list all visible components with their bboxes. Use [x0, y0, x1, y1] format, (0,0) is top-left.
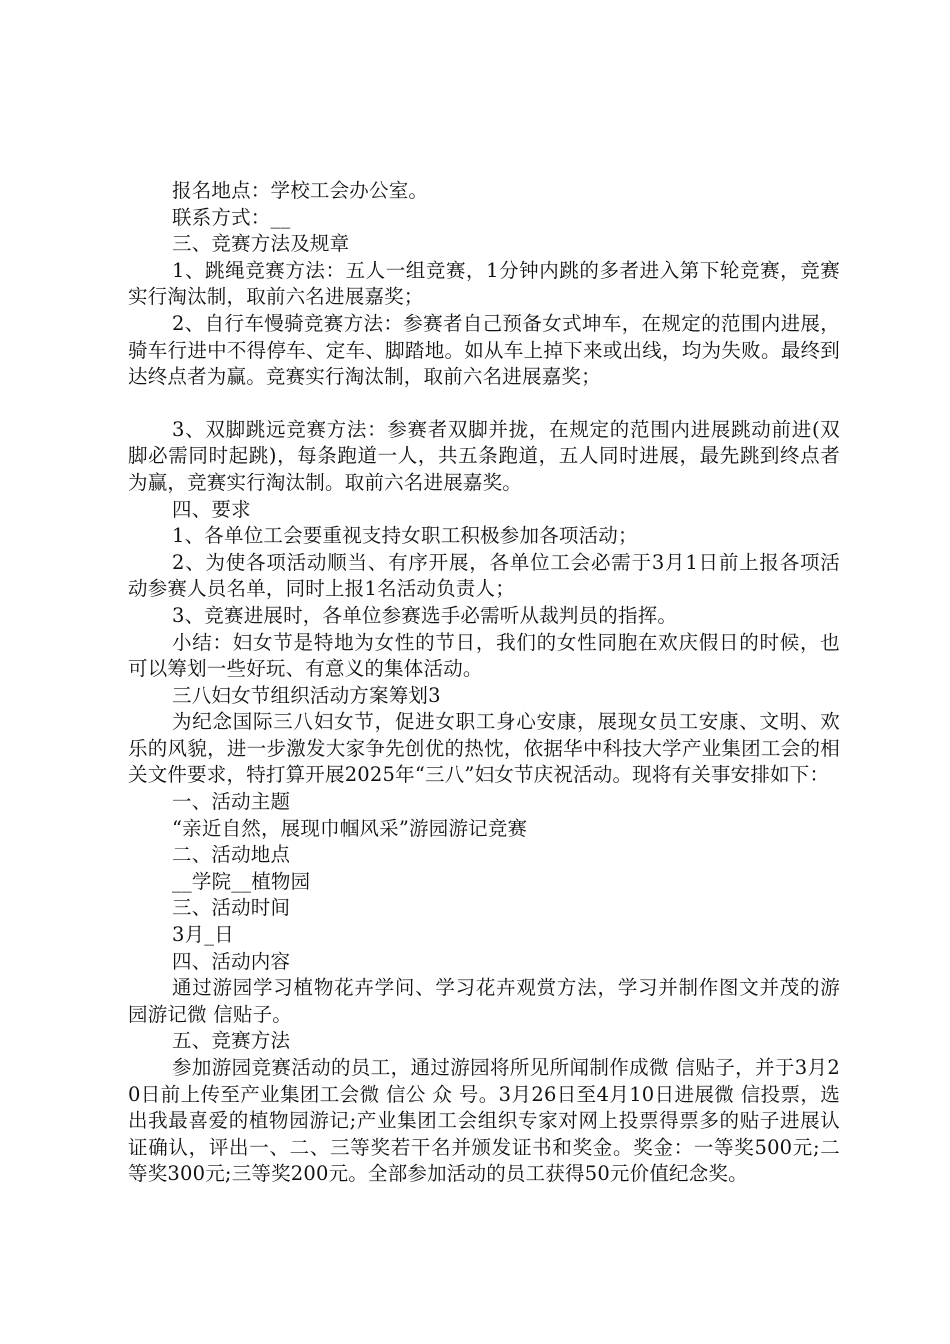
section-heading: 四、活动内容: [172, 949, 291, 973]
section-heading: 一、活动主题: [172, 790, 291, 814]
paragraph: __学院__植物园: [172, 869, 311, 893]
blank-line: [128, 391, 840, 417]
section-heading: 三、活动时间: [172, 896, 291, 920]
paragraph: “亲近自然，展现巾帼风采”游园游记竞赛: [172, 816, 528, 840]
section-heading: 四、要求: [172, 497, 251, 521]
document-body: [128, 178, 840, 1188]
section-heading: 三、竞赛方法及规章: [172, 232, 350, 256]
paragraph: 3、双脚跳远竞赛方法：参赛者双脚并拢，在规定的范围内进展跳动前进(双脚必需同时起跳)，每条跑道一人，共五条跑道，五人同时进展，最先跳到终点者为赢，竞赛实行淘汰制。取前六名进展嘉奖。: [128, 417, 840, 494]
paragraph: 3、竞赛进展时，各单位参赛选手必需听从裁判员的指挥。: [172, 603, 678, 627]
document-title: 三八妇女节组织活动方案筹划3: [172, 683, 441, 707]
section-heading: 五、竞赛方法: [172, 1029, 291, 1053]
paragraph: 1、各单位工会要重视支持女职工积极参加各项活动；: [172, 524, 638, 548]
paragraph: 3月_日: [172, 923, 234, 947]
paragraph: 通过游园学习植物花卉学问、学习花卉观赏方法，学习并制作图文并茂的游园游记微 信贴子。: [128, 976, 840, 1026]
section-heading: 二、活动地点: [172, 843, 291, 867]
paragraph: 参加游园竞赛活动的员工，通过游园将所见所闻制作成微 信贴子，并于3月20日前上传至产业集团工会微 信公 众 号。3月26日至4月10日进展微 信投票，选出我最喜爱的植物园游记;产业集团工会组织专家对网上投票得票多的贴子进展认证确认，评出一、二、三等奖若干名并颁发证书和奖金。奖金：一等奖500元;二等奖300元;三等奖200元。全部参加活动的员工获得50元价值纪念奖。: [128, 1056, 840, 1186]
paragraph: 为纪念国际三八妇女节，促进女职工身心安康，展现女员工安康、文明、欢乐的风貌，进一步激发大家争先创优的热忱，依据华中科技大学产业集团工会的相关文件要求，特打算开展2025年“三八”妇女节庆祝活动。现将有关事安排如下：: [128, 710, 840, 787]
paragraph: 2、自行车慢骑竞赛方法：参赛者自己预备女式坤车，在规定的范围内进展，骑车行进中不得停车、定车、脚踏地。如从车上掉下来或出线，均为失败。最终到达终点者为赢。竞赛实行淘汰制，取前六名进展嘉奖；: [128, 311, 840, 389]
paragraph: 联系方式：__: [172, 205, 291, 229]
paragraph: 1、跳绳竞赛方法：五人一组竞赛，1分钟内跳的多者进入第下轮竞赛，竞赛实行淘汰制，取前六名进展嘉奖；: [128, 258, 840, 309]
paragraph: 小结：妇女节是特地为女性的节日，我们的女性同胞在欢庆假日的时候，也可以筹划一些好玩、有意义的集体活动。: [128, 630, 840, 681]
paragraph: 报名地点：学校工会办公室。: [172, 179, 429, 202]
paragraph: 2、为使各项活动顺当、有序开展，各单位工会必需于3月1日前上报各项活动参赛人员名单，同时上报1名活动负责人；: [128, 550, 840, 601]
